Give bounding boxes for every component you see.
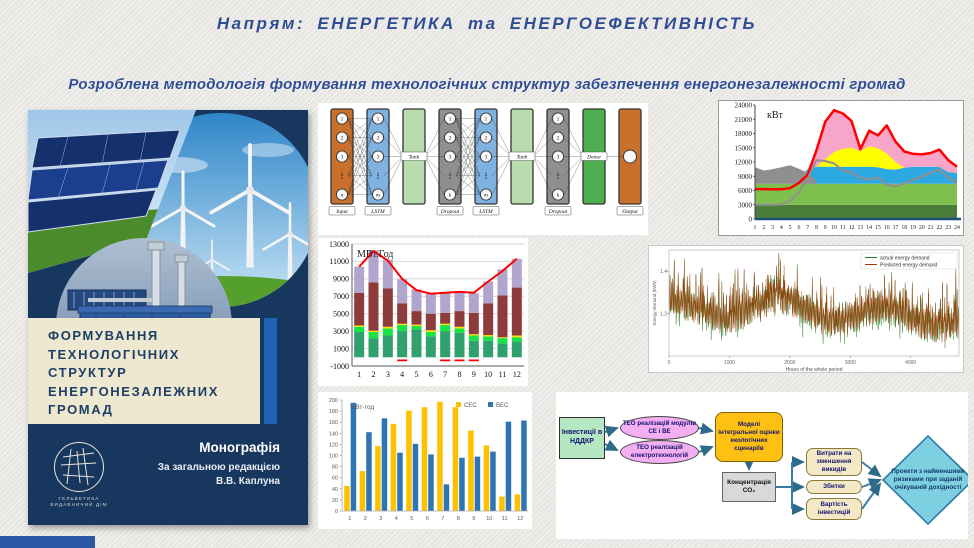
svg-text:60: 60 xyxy=(331,475,338,482)
svg-text:1000: 1000 xyxy=(723,360,735,366)
svg-text:2: 2 xyxy=(371,370,376,379)
svg-text:1: 1 xyxy=(556,117,560,123)
svg-text:10: 10 xyxy=(484,370,493,379)
nn-architecture-panel xyxy=(318,103,648,235)
svg-text:7000: 7000 xyxy=(333,292,349,302)
svg-text:3: 3 xyxy=(556,155,560,161)
svg-text:1: 1 xyxy=(340,117,344,123)
svg-text:Hours of the whole period: Hours of the whole period xyxy=(785,367,843,372)
svg-text:11: 11 xyxy=(840,225,846,231)
svg-text:МВт·год: МВт·год xyxy=(350,404,375,411)
svg-text:1: 1 xyxy=(348,516,352,522)
svg-text:МВт.Год: МВт.Год xyxy=(357,249,394,260)
svg-text:3000: 3000 xyxy=(844,360,856,366)
svg-text:m: m xyxy=(376,193,380,199)
svg-text:n: n xyxy=(340,193,344,199)
svg-text:m: m xyxy=(484,193,488,199)
book-title-line: ГРОМАД xyxy=(48,402,114,417)
investment-flow-diagram xyxy=(556,392,968,539)
svg-text:12: 12 xyxy=(512,370,521,379)
svg-text:7: 7 xyxy=(443,370,448,379)
svg-text:9: 9 xyxy=(472,516,476,522)
svg-text:15000: 15000 xyxy=(734,144,752,153)
svg-text:⋮: ⋮ xyxy=(338,172,346,180)
svg-text:9000: 9000 xyxy=(333,274,349,284)
svg-text:20: 20 xyxy=(918,225,925,231)
svg-text:8: 8 xyxy=(456,516,460,522)
svg-text:1: 1 xyxy=(753,225,757,231)
svg-text:3: 3 xyxy=(484,155,488,161)
svg-text:8: 8 xyxy=(815,225,818,231)
svg-text:6000: 6000 xyxy=(738,187,752,195)
svg-text:6: 6 xyxy=(428,370,433,379)
svg-text:1: 1 xyxy=(376,117,380,123)
eco-model-node: Моделі інтегральної оцінки екологічних сценаріїв xyxy=(715,412,783,462)
svg-text:Predicted energy demand: Predicted energy demand xyxy=(880,262,938,269)
svg-text:0: 0 xyxy=(667,360,671,366)
invest-node: Інвестиції в НДДКР xyxy=(559,417,605,459)
svg-text:-1000: -1000 xyxy=(330,361,349,371)
svg-text:9: 9 xyxy=(471,370,476,379)
svg-text:7: 7 xyxy=(806,225,810,231)
svg-text:Dropout: Dropout xyxy=(548,209,568,215)
co2-node: Концентрація СО₂ xyxy=(722,472,776,502)
losses-node: Збитки xyxy=(806,480,862,494)
svg-text:4: 4 xyxy=(779,225,783,231)
svg-text:3000: 3000 xyxy=(738,201,752,210)
svg-text:k: k xyxy=(556,193,560,199)
book-title-line: СТРУКТУР xyxy=(48,365,128,380)
svg-text:3: 3 xyxy=(376,155,380,161)
svg-text:12: 12 xyxy=(848,225,855,231)
hourly-load-panel xyxy=(718,100,964,236)
svg-text:4: 4 xyxy=(400,370,405,379)
svg-text:Input: Input xyxy=(336,209,348,215)
demand-prediction-panel xyxy=(648,245,964,373)
svg-text:1000: 1000 xyxy=(333,344,349,354)
svg-text:1: 1 xyxy=(484,117,488,123)
svg-text:LSTM: LSTM xyxy=(371,209,385,215)
book-title-line: ТЕХНОЛОГІЧНИХ xyxy=(48,346,181,362)
svg-text:2: 2 xyxy=(448,136,452,142)
svg-text:ВЕС: ВЕС xyxy=(496,403,509,409)
svg-text:5: 5 xyxy=(788,225,792,231)
svg-text:24000: 24000 xyxy=(734,101,752,110)
investment-cost-node: Вартість інвестицій xyxy=(806,498,862,520)
book-cover xyxy=(28,110,308,525)
svg-text:24: 24 xyxy=(954,225,960,231)
svg-text:16: 16 xyxy=(883,225,890,231)
svg-text:3: 3 xyxy=(771,225,775,231)
svg-text:11: 11 xyxy=(501,516,508,522)
svg-text:2: 2 xyxy=(762,225,766,231)
svg-text:3: 3 xyxy=(385,370,390,379)
svg-text:k: k xyxy=(448,193,452,199)
svg-text:120: 120 xyxy=(328,442,338,449)
svg-text:5: 5 xyxy=(410,516,414,522)
svg-text:12000: 12000 xyxy=(734,158,752,167)
svg-text:10: 10 xyxy=(831,225,837,231)
hourly-load-area-chart xyxy=(719,101,963,235)
svg-text:3: 3 xyxy=(340,155,344,161)
book-title-block xyxy=(28,318,260,424)
svg-text:12: 12 xyxy=(517,516,524,522)
svg-text:1: 1 xyxy=(357,370,362,379)
svg-text:11000: 11000 xyxy=(329,257,349,267)
svg-text:18000: 18000 xyxy=(734,130,752,138)
svg-text:20: 20 xyxy=(331,497,338,504)
svg-text:Dense: Dense xyxy=(587,154,601,161)
nn-architecture-diagram xyxy=(318,103,648,235)
svg-text:2: 2 xyxy=(363,516,367,522)
svg-text:3000: 3000 xyxy=(333,326,349,336)
monthly-energy-panel xyxy=(318,238,528,386)
emission-cost-node: Витрати на зменшення викидів xyxy=(806,448,862,476)
svg-text:40: 40 xyxy=(331,486,338,493)
teo-electrotech-node: ТЕО реалізацій електротехнологій xyxy=(620,440,699,464)
teo-modules-node: ТЕО реалізацій модулів СЕ і ВЕ xyxy=(620,416,699,440)
svg-text:2: 2 xyxy=(376,136,380,142)
svg-text:6: 6 xyxy=(797,225,801,231)
svg-text:7: 7 xyxy=(441,516,445,522)
svg-text:21: 21 xyxy=(927,225,934,231)
svg-text:LSTM: LSTM xyxy=(479,209,493,215)
svg-text:1.4: 1.4 xyxy=(660,269,667,275)
demand-prediction-line-chart xyxy=(649,246,963,372)
svg-text:0: 0 xyxy=(748,215,752,224)
svg-text:4000: 4000 xyxy=(905,360,917,366)
svg-text:11: 11 xyxy=(498,370,507,379)
monthly-energy-stacked-bar-chart xyxy=(318,238,528,386)
svg-text:4: 4 xyxy=(394,516,398,522)
svg-text:200: 200 xyxy=(328,398,338,404)
book-accent-tab xyxy=(264,318,277,424)
book-edition-line: За загальною редакцією xyxy=(157,462,280,473)
svg-text:Tanh: Tanh xyxy=(408,154,420,161)
svg-text:actual energy demand: actual energy demand xyxy=(880,255,930,262)
svg-text:9: 9 xyxy=(823,225,827,231)
svg-text:2000: 2000 xyxy=(784,360,796,366)
svg-text:2: 2 xyxy=(484,136,488,142)
svg-text:23: 23 xyxy=(945,225,952,231)
svg-text:⋮: ⋮ xyxy=(446,172,454,180)
svg-text:22: 22 xyxy=(936,225,943,231)
svg-text:Tanh: Tanh xyxy=(516,154,528,161)
book-editor-name: В.В. Каплуна xyxy=(216,476,280,487)
svg-text:2: 2 xyxy=(556,136,560,142)
svg-text:1.2: 1.2 xyxy=(660,311,667,318)
book-type-label: Монографія xyxy=(199,440,280,455)
res-generation-panel xyxy=(318,392,532,529)
book-title-line: ФОРМУВАННЯ xyxy=(48,328,159,343)
svg-text:13000: 13000 xyxy=(329,239,349,249)
svg-text:3: 3 xyxy=(448,155,452,161)
svg-text:кВт: кВт xyxy=(767,110,783,121)
page-title: Напрям: ЕНЕРГЕТИКА та ЕНЕРГОЕФЕКТИВНІСТЬ xyxy=(216,14,758,33)
svg-text:⋮: ⋮ xyxy=(482,172,490,180)
result-diamond-label: Проекти з найменшими ризиками при заданій очікуваній дохідності xyxy=(891,468,965,491)
svg-text:13: 13 xyxy=(857,225,864,231)
svg-text:3: 3 xyxy=(379,516,383,522)
svg-text:5: 5 xyxy=(414,370,419,379)
svg-text:2: 2 xyxy=(340,136,344,142)
svg-text:6: 6 xyxy=(425,516,429,522)
svg-text:⋮: ⋮ xyxy=(554,172,562,180)
svg-text:100: 100 xyxy=(328,453,338,460)
svg-text:17: 17 xyxy=(892,225,899,231)
svg-text:21000: 21000 xyxy=(734,115,752,124)
svg-text:1: 1 xyxy=(448,117,452,123)
svg-text:Energy demand (kWh): Energy demand (kWh) xyxy=(652,280,657,326)
svg-text:0: 0 xyxy=(334,509,338,515)
svg-text:160: 160 xyxy=(328,420,338,427)
svg-text:180: 180 xyxy=(328,409,338,416)
svg-text:⋮: ⋮ xyxy=(374,172,382,180)
svg-text:10: 10 xyxy=(486,516,493,522)
svg-text:Dropout: Dropout xyxy=(440,209,460,215)
svg-text:9000: 9000 xyxy=(738,172,752,181)
svg-text:8: 8 xyxy=(457,370,462,379)
svg-text:15: 15 xyxy=(875,225,881,231)
svg-text:СЕС: СЕС xyxy=(464,403,477,409)
publisher-name: ГЕЛЬВЕТИКА ВИДАВНИЧИЙ ДІМ xyxy=(50,496,108,507)
svg-text:19: 19 xyxy=(910,225,916,231)
footer-accent-bar xyxy=(0,536,95,548)
solar-wind-bar-chart xyxy=(318,392,532,529)
svg-text:14: 14 xyxy=(866,225,873,231)
svg-text:18: 18 xyxy=(901,225,908,231)
book-title-line: ЕНЕРГОНЕЗАЛЕЖНИХ xyxy=(48,383,220,399)
page-subtitle: Розроблена методологія формування технологічних структур забезпечення енергонезалежності громад xyxy=(68,76,906,93)
svg-text:80: 80 xyxy=(331,464,338,471)
svg-text:140: 140 xyxy=(328,431,338,438)
svg-text:5000: 5000 xyxy=(333,309,349,319)
svg-text:Output: Output xyxy=(622,209,638,215)
